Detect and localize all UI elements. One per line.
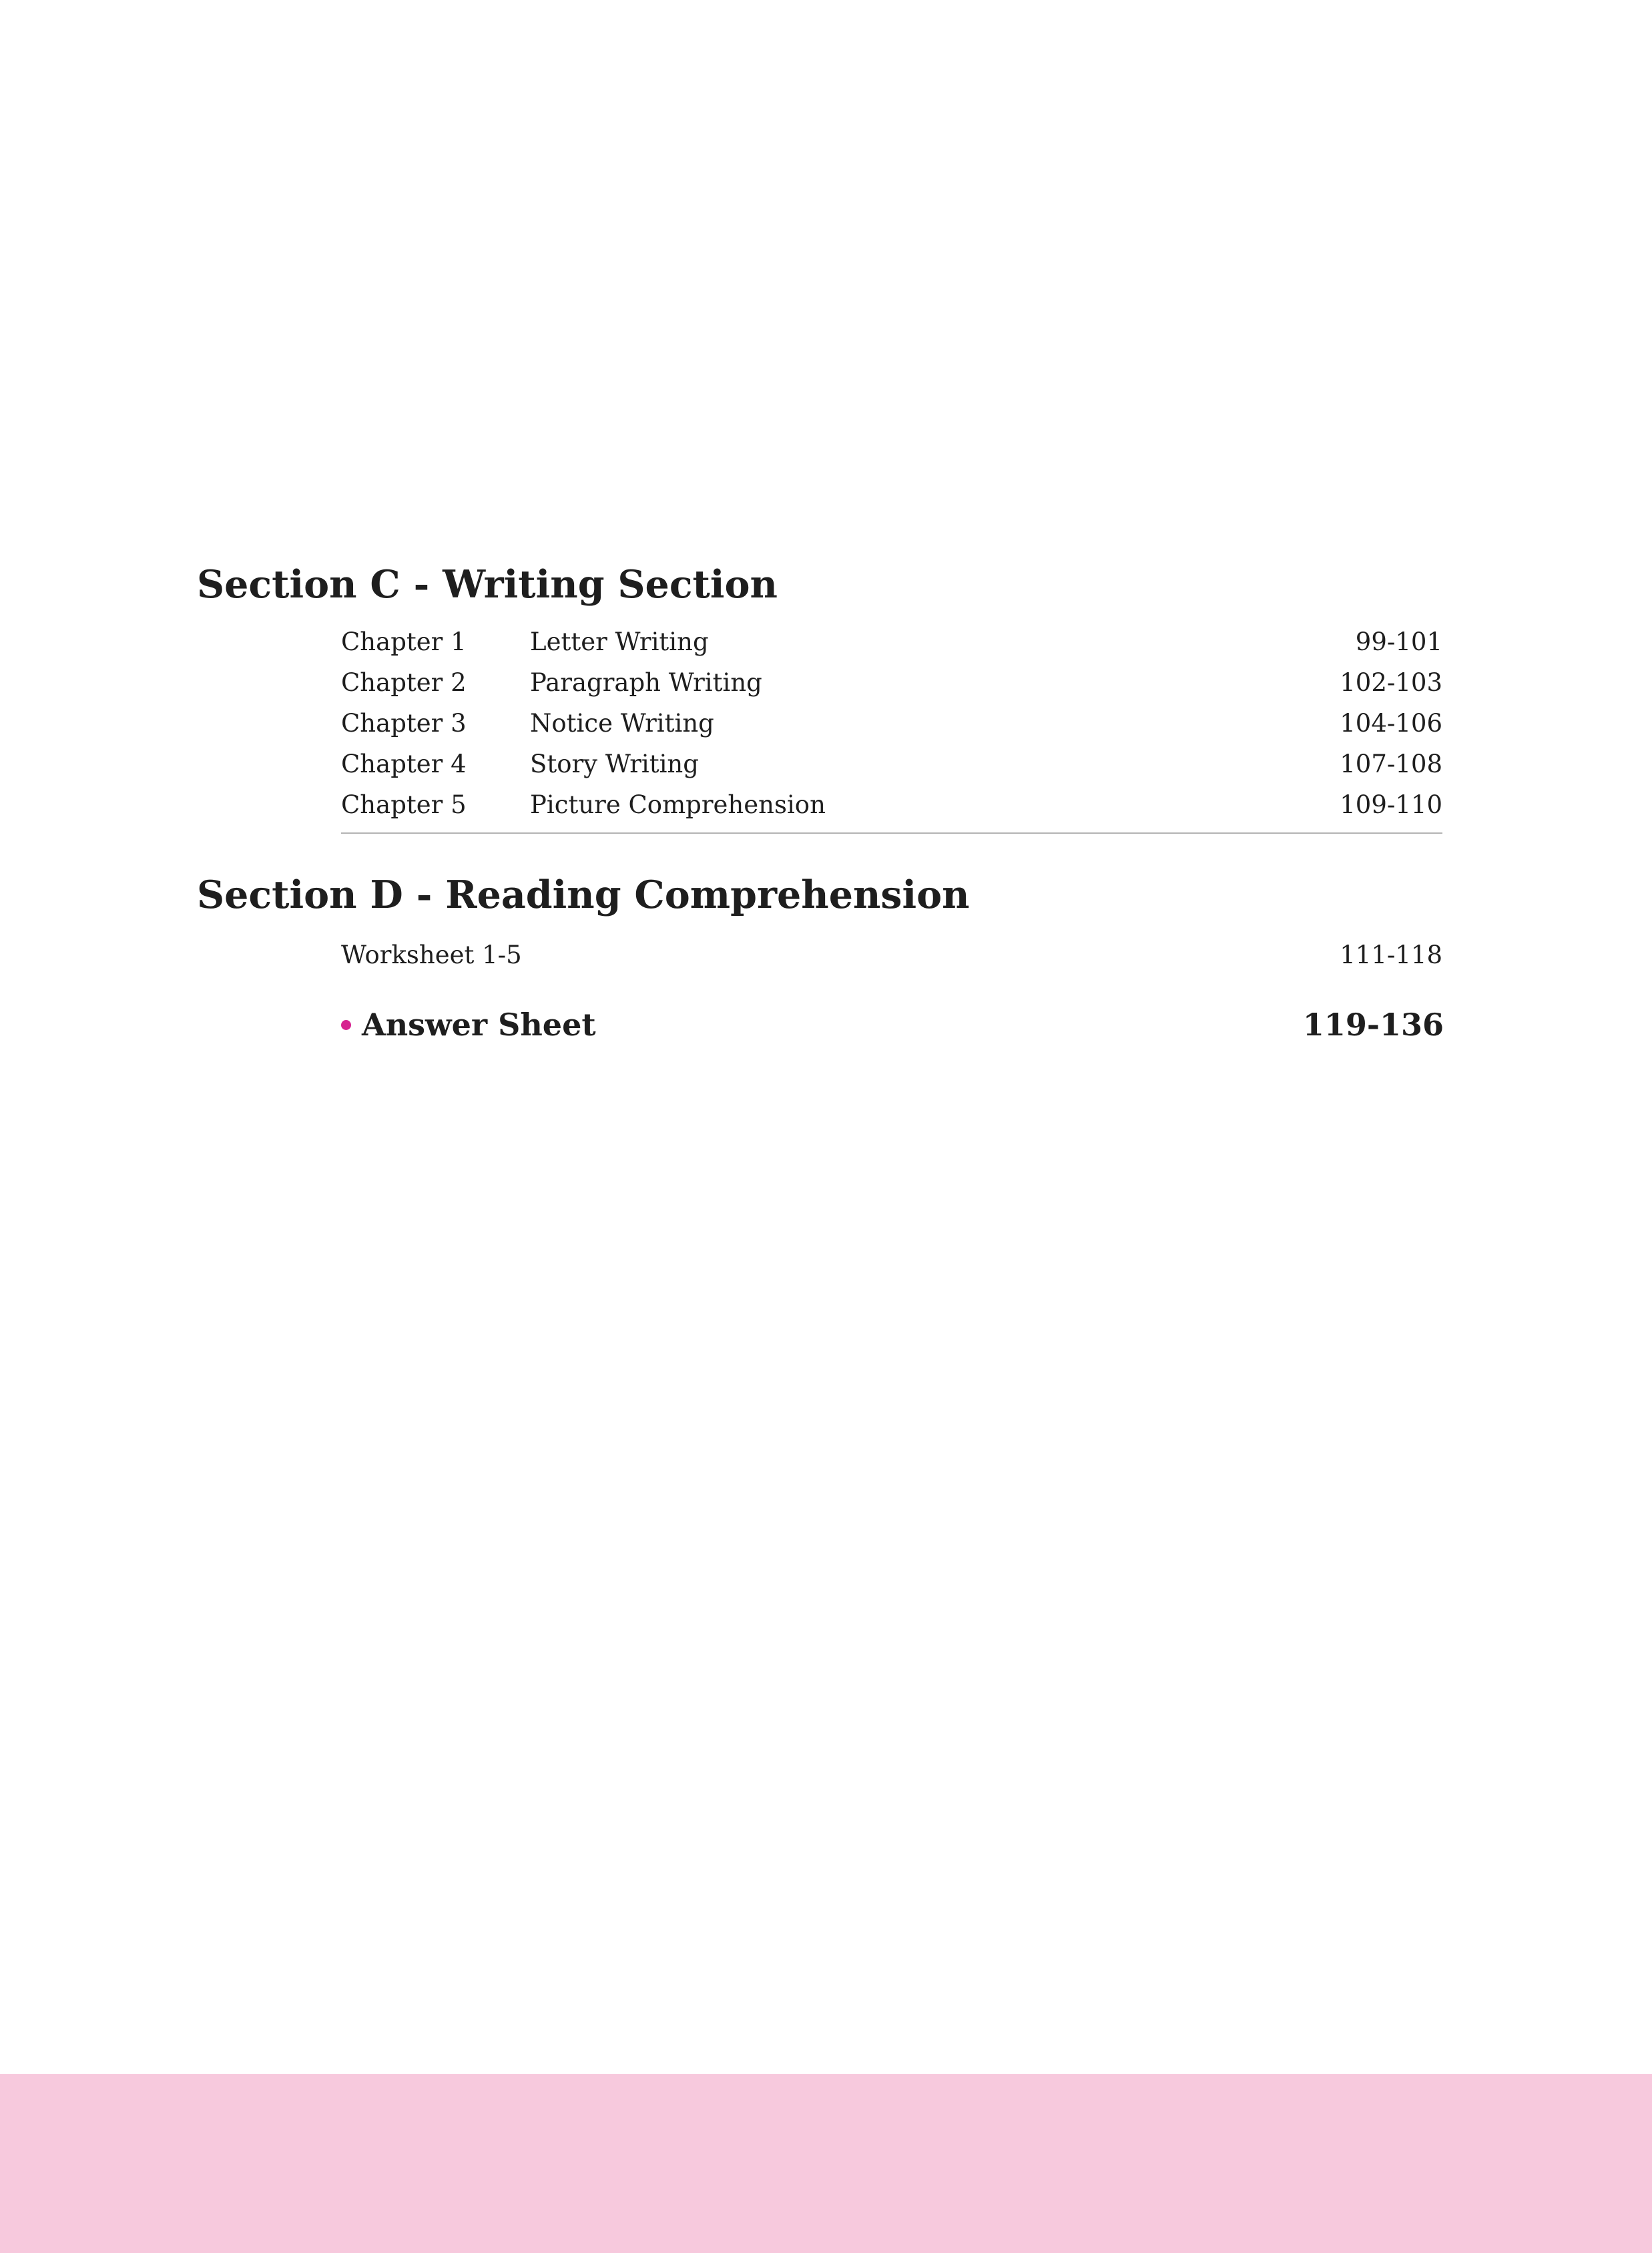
toc-row-chapter-2 [341, 666, 1442, 700]
answer-sheet-row [341, 1005, 1444, 1045]
worksheet-pages: 111-118 [1340, 941, 1442, 969]
answer-sheet-pages: 119-136 [1302, 1007, 1444, 1043]
toc-row-chapter-3 [341, 706, 1442, 741]
chapter-title: Paragraph Writing [530, 668, 762, 697]
worksheet-title: Worksheet 1-5 [341, 941, 522, 969]
section-d-title: Section D - Reading Comprehension [197, 872, 970, 917]
chapter-number: Chapter 5 [341, 790, 467, 819]
chapter-pages: 104-106 [1340, 709, 1442, 738]
chapter-number: Chapter 4 [341, 750, 467, 778]
section-divider [341, 832, 1442, 834]
toc-row-chapter-5 [341, 788, 1442, 822]
footer-band [0, 2074, 1652, 2253]
bullet-icon [341, 1020, 351, 1030]
chapter-number: Chapter 1 [341, 628, 467, 656]
toc-row-chapter-4 [341, 747, 1442, 782]
chapter-pages: 109-110 [1340, 790, 1442, 819]
chapter-title: Picture Comprehension [530, 790, 826, 819]
chapter-title: Story Writing [530, 750, 699, 778]
toc-row-worksheet [341, 938, 1442, 973]
chapter-title: Notice Writing [530, 709, 714, 738]
section-c-title: Section C - Writing Section [197, 562, 778, 607]
answer-sheet-label: Answer Sheet [362, 1007, 596, 1043]
toc-row-chapter-1 [341, 625, 1442, 660]
chapter-pages: 99-101 [1355, 628, 1442, 656]
chapter-number: Chapter 2 [341, 668, 467, 697]
chapter-number: Chapter 3 [341, 709, 467, 738]
chapter-pages: 102-103 [1340, 668, 1442, 697]
chapter-pages: 107-108 [1340, 750, 1442, 778]
chapter-title: Letter Writing [530, 628, 709, 656]
